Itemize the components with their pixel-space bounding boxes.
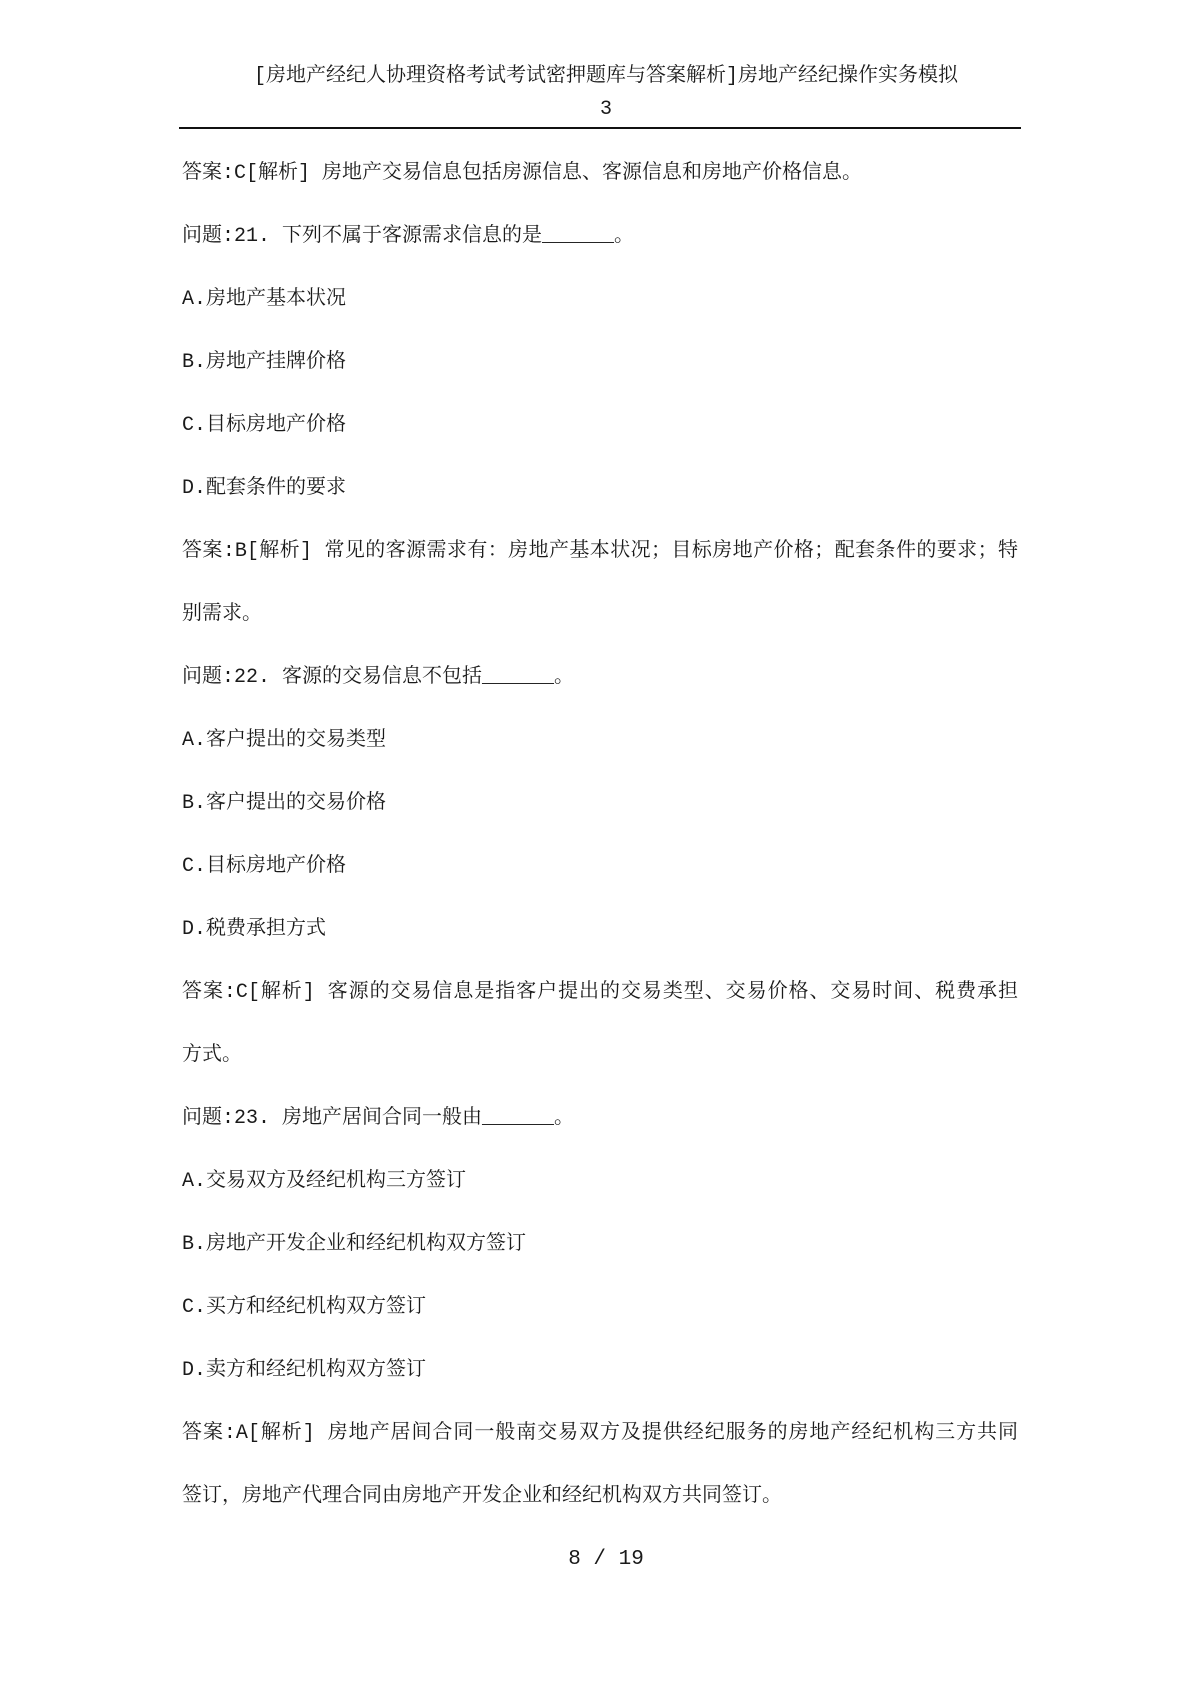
document-body — [182, 142, 1028, 1528]
page-header-title-continuation: 3 — [599, 98, 612, 121]
answer-explanation-line: 方式。 — [182, 1044, 242, 1067]
option-c: C.目标房地产价格 — [182, 855, 347, 878]
previous-answer-explanation: 答案:C[解析] 房地产交易信息包括房源信息、客源信息和房地产价格信息。 — [182, 162, 863, 185]
question-prompt: 问题:21. 下列不属于客源需求信息的是______。 — [182, 225, 635, 248]
option-b: B.房地产开发企业和经纪机构双方签订 — [182, 1233, 527, 1256]
option-d: D.卖方和经纪机构双方签订 — [182, 1359, 427, 1382]
answer-explanation-line: 答案:A[解析] 房地产居间合同一般南交易双方及提供经纪服务的房地产经纪机构三方共同 — [182, 1422, 1018, 1445]
question-prompt: 问题:22. 客源的交易信息不包括______。 — [182, 666, 575, 689]
page-number-indicator: 8 / 19 — [568, 1548, 644, 1571]
option-c: C.买方和经纪机构双方签订 — [182, 1296, 427, 1319]
option-b: B.房地产挂牌价格 — [182, 351, 347, 374]
option-a: A.交易双方及经纪机构三方签订 — [182, 1170, 467, 1193]
answer-explanation-line: 别需求。 — [182, 603, 262, 626]
option-d: D.配套条件的要求 — [182, 477, 347, 500]
option-b: B.客户提出的交易价格 — [182, 792, 387, 815]
question-prompt: 问题:23. 房地产居间合同一般由______。 — [182, 1107, 575, 1130]
page-header-title: [房地产经纪人协理资格考试考试密押题库与答案解析]房地产经纪操作实务模拟 — [253, 65, 958, 88]
answer-explanation-line: 答案:B[解析] 常见的客源需求有：房地产基本状况；目标房地产价格；配套条件的要求；特 — [182, 540, 1018, 563]
question-block-21 — [182, 205, 1028, 646]
question-block-23 — [182, 1087, 1028, 1528]
option-a: A.房地产基本状况 — [182, 288, 347, 311]
question-block-22 — [182, 646, 1028, 1087]
answer-explanation-line: 答案:C[解析] 客源的交易信息是指客户提出的交易类型、交易价格、交易时间、税费承担 — [182, 981, 1018, 1004]
header-divider — [179, 127, 1021, 129]
option-d: D.税费承担方式 — [182, 918, 327, 941]
option-a: A.客户提出的交易类型 — [182, 729, 387, 752]
answer-explanation-line: 签订，房地产代理合同由房地产开发企业和经纪机构双方共同签订。 — [182, 1485, 782, 1508]
option-c: C.目标房地产价格 — [182, 414, 347, 437]
